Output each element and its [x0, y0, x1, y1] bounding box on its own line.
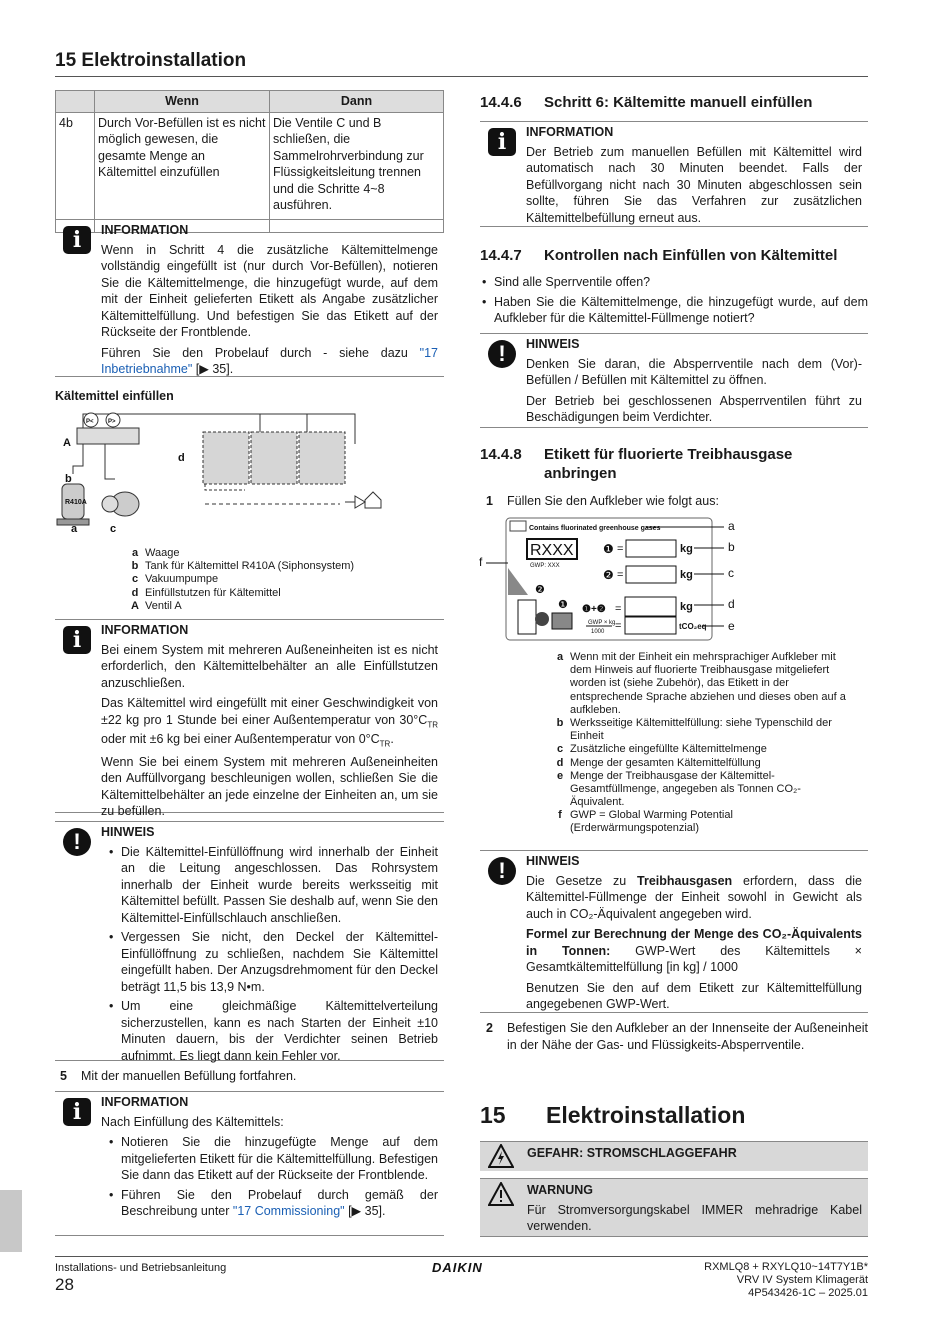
label-e: e — [728, 619, 735, 633]
section-14-4-7-heading: 14.4.7 Kontrollen nach Einfüllen von Kältemittel — [480, 247, 838, 264]
footer-rule — [55, 1256, 868, 1257]
list-item: • Vergessen Sie nicht, den Deckel der Kältemittel-Einfüllöffnung zu schließen, nachdem Sie Kältemittel eingefüllt haben. Der Anzugsdrehmoment für den Deckel beträgt 11,5 bis 13,9 N•m. — [107, 929, 438, 995]
svg-text:Contains fluorinated greenhous: Contains fluorinated greenhouse gases — [529, 525, 661, 532]
list-item: • Sind alle Sperrventile offen? — [480, 274, 868, 291]
list-item: • Haben Sie die Kältemittelmenge, die hinzugefügt wurde, auf dem Aufkleber für die Kältemittel-Füllmenge notiert? — [480, 294, 868, 327]
svg-text:=: = — [617, 569, 624, 581]
svg-text:=: = — [615, 603, 622, 615]
section-14-4-6-heading: 14.4.6 Schritt 6: Kältemitte manuell einfüllen — [480, 94, 813, 111]
info-icon: i — [63, 1098, 91, 1126]
svg-text:GWP: XXX: GWP: XXX — [530, 563, 560, 569]
step-text: Mit der manuellen Befüllung fortfahren. — [81, 1069, 297, 1083]
daikin-logo: DAIKIN — [432, 1260, 483, 1275]
label-f: f — [479, 555, 483, 569]
info-text: Wenn in Schritt 4 die zusätzliche Kältemittelmenge vollständig eingefüllt ist (nur durch Vor-Befüllen), notieren Sie die Kältemittelmenge, die hinzugefügt wurde, auf dem mit der Einheit gelieferten Etikett als Angabe zusätzlicher Kältemittelfüllung. Und befestigen Sie das Etikett auf der Rückseite der Frontblende. — [101, 242, 438, 339]
list-item: • Notieren Sie die hinzugefügte Menge auf dem mitgelieferten Etikett für die Kältemittelfüllung. Befestigen Sie dann das Etikett auf der Rückseite der Frontblende. — [107, 1134, 438, 1184]
svg-text:=: = — [615, 620, 622, 632]
step-number: 5 — [60, 1069, 67, 1083]
svg-text:❷: ❷ — [535, 584, 545, 596]
section-14-4-8-heading: 14.4.8 Etikett für fluorierte Treibhausgase anbringen — [480, 446, 793, 482]
danger-box: GEFAHR: STROMSCHLAGGEFAHR — [480, 1141, 868, 1171]
svg-text:tCO₂eq: tCO₂eq — [679, 622, 707, 631]
svg-text:GWP × kg: GWP × kg — [588, 620, 616, 626]
info-icon: i — [488, 128, 516, 156]
label-b: b — [65, 473, 72, 485]
list-item: • Führen Sie den Probelauf durch gemäß der Beschreibung unter "17 Commissioning" [▶ 35]. — [107, 1187, 438, 1220]
col-then: Dann — [270, 91, 444, 113]
label-a: a — [728, 519, 735, 533]
warning-box: WARNUNG Für Stromversorgungskabel IMMER mehradrige Kabel verwenden. — [480, 1178, 868, 1237]
label-legend: a Wenn mit der Einheit ein mehrsprachiger Aufkleber mit dem Hinweis auf fluorierte Treibhausgase mitgeliefert worden ist (siehe Zubehör), das Etikett in der entsprechende Sprache abziehen und dieses oben auf a aufkleben. b Werksseitige Kältemittelfüllung: siehe Typenschild der Einheit c Zusätzliche eingefüllte Kältemittelmenge d Menge der gesamten Kältemittelfüllung e Menge der Treibhausgase der Kältemittel-Gesamtfüllmenge, angegeben als Tonnen CO₂-Äquivalent. f GWP = Global Warming Potential (Erderwärmungspotenzial) — [556, 651, 846, 835]
step-text: Füllen Sie den Aufkleber wie folgt aus: — [507, 494, 719, 508]
label-r410a: R410A — [65, 499, 87, 506]
footer-doc: Installations- und Betriebsanleitung — [55, 1262, 227, 1274]
label-rxxx: RXXX — [530, 542, 574, 559]
label-d: d — [178, 452, 185, 464]
label-A: A — [63, 437, 71, 449]
info-icon: i — [63, 226, 91, 254]
svg-text:❶: ❶ — [558, 599, 568, 611]
label-d: d — [728, 597, 735, 611]
page-header-title: 15 Elektroinstallation — [55, 50, 247, 71]
side-tab — [0, 1190, 22, 1252]
electric-hazard-icon — [488, 1144, 514, 1168]
label-pless: P< — [86, 419, 94, 425]
footer-model: RXMLQ8 + RXYLQ10~14T7Y1B* VRV IV System Klimagerät 4P543426-1C – 2025.01 — [704, 1261, 868, 1300]
label-pgreat: P> — [108, 419, 116, 425]
col-when: Wenn — [95, 91, 270, 113]
label-b: b — [728, 540, 735, 554]
link-commissioning[interactable]: "17 Commissioning" — [232, 1204, 345, 1218]
figure-legend: a Waage b Tank für Kältemittel R410A (Siphonsystem) c Vakuumpumpe d Einfüllstutzen für Kältemittel A Ventil A — [131, 547, 355, 612]
warning-exclamation-icon: ! — [488, 857, 516, 885]
info-box-3: i INFORMATION Nach Einfüllung des Kältemittels: • Notieren Sie die hinzugefügte Menge auf dem mitgelieferten Etikett für die Kältemittelfüllung. Befestigen Sie dann das Etikett auf der Rückseite der Frontblende. • Führen Sie den Probelauf durch gemäß der Beschreibung unter "17 Commissioning" [▶ 35]. — [55, 1091, 444, 1236]
note-box-2: ! HINWEIS Denken Sie daran, die Absperrventile nach dem (Vor)-Befüllen / Befüllen mit Kältemittel zu öffnen. Der Betrieb bei geschlossenen Absperrventilen führt zu Beschädigungen beim Verdichter. — [480, 333, 868, 428]
warning-exclamation-icon: ! — [63, 828, 91, 856]
cell-then: Die Ventile C und B schließen, die Sammelrohrverbindung zur Flüssigkeitsleitung trennen und die Schritte 4~8 ausführen. — [270, 112, 444, 232]
info-text-2: Führen Sie den Probelauf durch - siehe dazu "17 Inbetriebnahme" [▶ 35]. — [101, 345, 438, 376]
fgas-label-diagram — [476, 515, 746, 645]
label-c: c — [728, 566, 734, 580]
svg-text:1000: 1000 — [591, 629, 605, 635]
svg-text:❷: ❷ — [603, 568, 614, 582]
svg-text:kg: kg — [680, 601, 693, 613]
figure-caption: Kältemittel einfüllen — [55, 389, 174, 403]
svg-text:kg: kg — [680, 569, 693, 581]
section-15-heading: 15 Elektroinstallation — [480, 1102, 746, 1128]
header-rule — [55, 76, 868, 77]
note-box-1: ! HINWEIS • Die Kältemittel-Einfüllöffnung wird innerhalb der Einheit an die Leitung angeschlossen. Das Rohrsystem innerhalb der Einheit wurde bereits werksseitig mit Kältemittel befüllt. Passen Sie deshalb auf, wenn Sie den Kältemittel-Einfüllschlauch anschließen. • Vergessen Sie nicht, den Deckel der Kältemittel-Einfüllöffnung zu schließen, nachdem Sie Kältemittel eingefüllt haben. Der Anzugsdrehmoment für den Deckel beträgt 11,5 bis 13,9 N•m. • Um eine gleichmäßige Kältemittelverteilung sicherzustellen, kann es nach Starten der Einheit ±10 Minuten dauern, bis der Verdichter seinen Betrieb aufnimmt. Es liegt dann kein Fehler vor. — [55, 821, 444, 1061]
info-icon: i — [63, 626, 91, 654]
svg-text:❶+❷: ❶+❷ — [582, 604, 606, 615]
cell-when: Durch Vor-Befüllen ist es nicht möglich gewesen, die gesamte Menge an Kältemittel einzufüllen — [95, 112, 270, 232]
svg-text:❶: ❶ — [603, 542, 614, 556]
info-box-4: i INFORMATION Der Betrieb zum manuellen Befüllen mit Kältemittel wird automatisch nach 30 Minuten beendet. Falls der Befüllvorgang nicht nach 30 Minuten abgeschlossen sein sollte, führen Sie das Verfahren zur zusätzlichen Kältemittelbefüllung erneut aus. — [480, 121, 868, 227]
info-box-2: i INFORMATION Bei einem System mit mehreren Außeneinheiten ist es nicht erforderlich, den Kältemittelbehälter an alle Einfüllstutzen anzuschließen. Das Kältemittel wird eingefüllt mit einer Geschwindigkeit von ±22 kg pro 1 Stunde bei einer Außentemperatur von $30^\circ C_{TR}$ oder mit ±6 kg bei einer Außentemperatur von $0^\circ C_{TR}$. Wenn Sie bei einem System mit mehreren Außeneinheiten den Auffüllvorgang beschleunigen wollen, schließen Sie die Kältemittelbehälter an jede einzelne der Einheiten an, um sie zu befüllen. — [55, 619, 444, 813]
warning-triangle-icon — [488, 1182, 514, 1206]
page-number: 28 — [55, 1275, 74, 1294]
info-box-1 — [55, 219, 444, 377]
step-text: Befestigen Sie den Aufkleber an der Innenseite der Außeneinheit in der Nähe der Gas- und Flüssigkeits-Absperrventile. — [507, 1021, 868, 1052]
label-a: a — [71, 523, 78, 535]
label-c: c — [110, 523, 117, 535]
check-list — [480, 274, 868, 330]
warning-exclamation-icon: ! — [488, 340, 516, 368]
list-item: • Die Kältemittel-Einfüllöffnung wird innerhalb der Einheit an die Leitung angeschlossen. Das Rohrsystem innerhalb der Einheit wurde bereits werksseitig mit Kältemittel befüllt. Passen Sie deshalb auf, wenn Sie den Kältemittel-Einfüllschlauch anschließen. — [107, 844, 438, 927]
note-box-3: ! HINWEIS Die Gesetze zu Treibhausgasen erfordern, dass die Kältemittel-Füllmenge der Einheit sowohl in Gewicht als auch in CO₂-Äquivalent angegeben wird. Formel zur Berechnung der Menge des CO₂-Äquivalents in Tonnen: GWP-Wert des Kältemittels × Gesamtkältemittelfüllung [in kg] / 1000 Benutzen Sie den auf dem Etikett zur Kältemittelfüllung angegebenen GWP-Wert. — [480, 850, 868, 1013]
svg-text:kg: kg — [680, 543, 693, 555]
link-inbetriebnahme[interactable]: "17 Inbetriebnahme" — [101, 345, 438, 376]
svg-text:=: = — [617, 543, 624, 555]
row-id: 4b — [56, 112, 95, 232]
when-then-table — [55, 90, 444, 233]
refrigerant-diagram — [55, 404, 395, 536]
list-item: • Um eine gleichmäßige Kältemittelverteilung sicherzustellen, kann es nach Starten der Einheit ±10 Minuten dauern, bis der Verdichter seinen Betrieb aufnimmt. Es liegt dann kein Fehler vor. — [107, 998, 438, 1064]
info-title: INFORMATION — [101, 223, 189, 237]
